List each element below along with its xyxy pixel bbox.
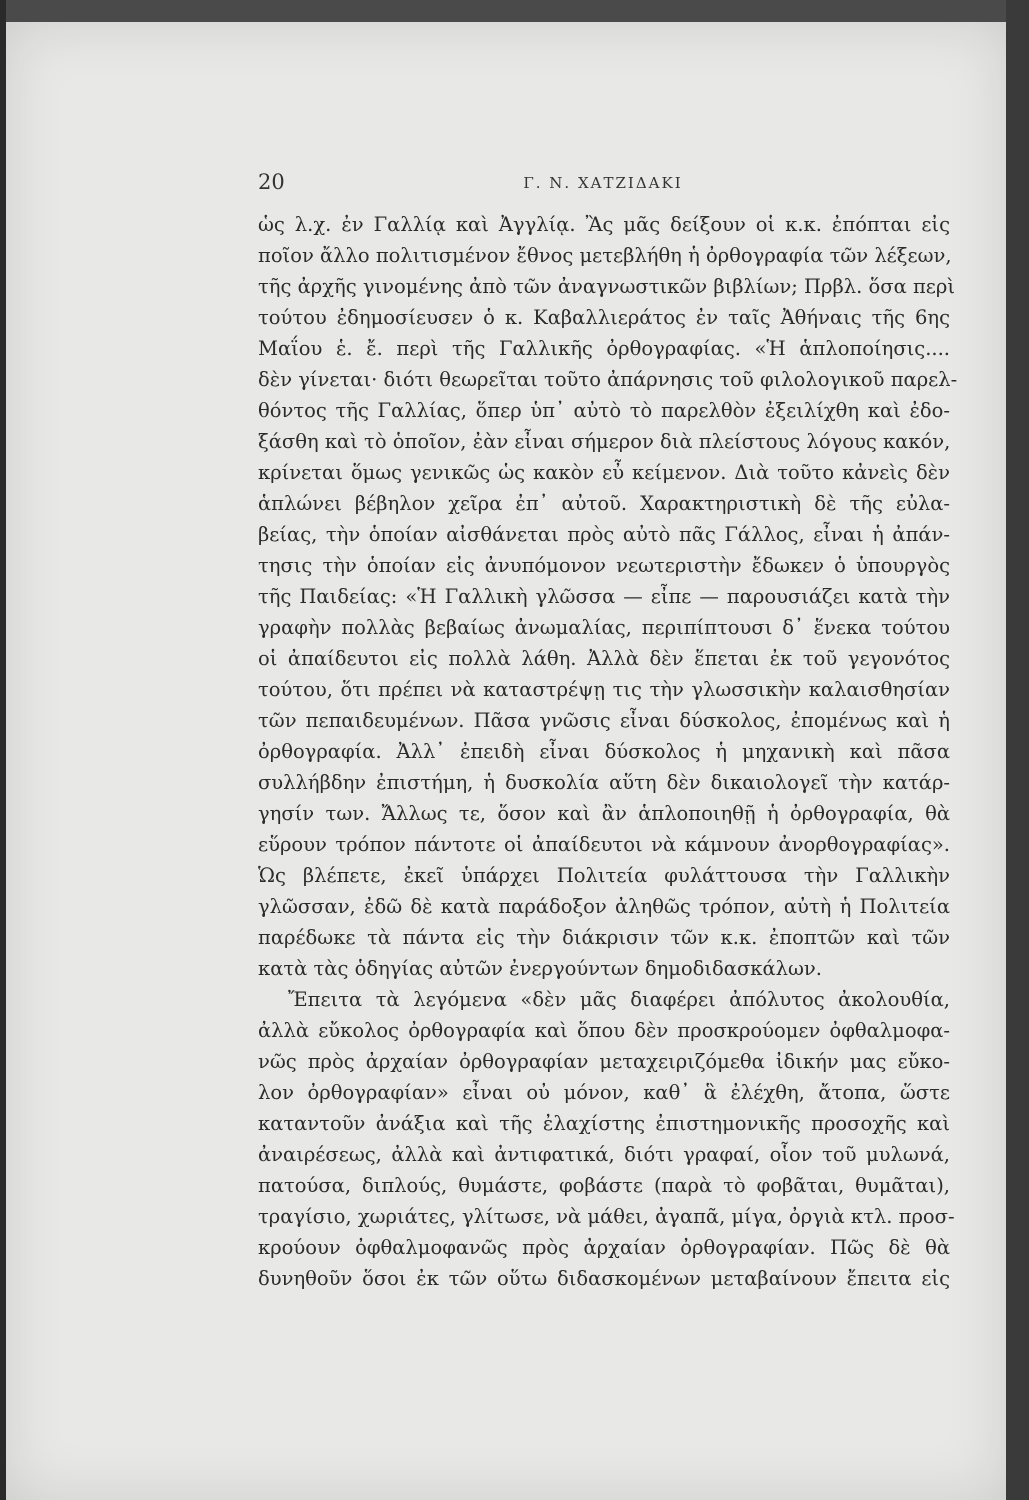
text-line: δυνηθοῦν ὅσοι ἐκ τῶν οὕτω διδασκομένων μεταβαίνουν ἔπειτα εἰς: [258, 1267, 950, 1290]
text-line: εὕρουν τρόπον πάντοτε οἱ ἀπαίδευτοι νὰ κάμνουν ἀνορθογραφίας».: [258, 833, 950, 856]
text-line: πατούσα, διπλούς, θυμάστε, φοβάστε (παρὰ τὸ φοβᾶται, θυμᾶται),: [258, 1174, 950, 1197]
text-line: κατὰ τὰς ὁδηγίας αὐτῶν ἐνεργούντων δημοδιδασκάλων.: [258, 957, 822, 980]
scan-right-edge: [1006, 0, 1029, 1500]
text-line: τραγίσιο, χωριάτες, γλίτωσε, νὰ μάθει, ἀγαπᾶ, μίγα, ὀργιὰ κτλ. προσ-: [258, 1205, 955, 1228]
running-head: Γ. Ν. ΧΑΤΖΙΔΑΚΙ: [523, 174, 683, 192]
text-line: κρίνεται ὅμως γενικῶς ὡς κακὸν εὖ κείμενον. Διὰ τοῦτο κἀνεὶς δὲν: [258, 461, 950, 484]
text-line: τούτου ἐδημοσίευσεν ὁ κ. Καβαλλιεράτος ἐν ταῖς Ἀθήναις τῆς 6ης: [258, 306, 950, 329]
text-line: τησις τὴν ὁποίαν εἰς ἀνυπόμονον νεωτεριστὴν ἔδωκεν ὁ ὑπουργὸς: [258, 554, 950, 577]
text-line: κρούουν ὀφθαλμοφανῶς πρὸς ἀρχαίαν ὀρθογραφίαν. Πῶς δὲ θὰ: [258, 1236, 950, 1259]
text-line: γραφὴν πολλὰς βεβαίως ἀνωμαλίας, περιπίπτουσι δ᾽ ἕνεκα τούτου: [258, 616, 950, 639]
text-line: οἱ ἀπαίδευτοι εἰς πολλὰ λάθη. Ἀλλὰ δὲν ἕπεται ἐκ τοῦ γεγονότος: [258, 647, 950, 670]
page-number: 20: [258, 170, 285, 194]
text-line: ποῖον ἄλλο πολιτισμένον ἔθνος μετεβλήθη ἡ ὀρθογραφία τῶν λέξεων,: [258, 244, 952, 267]
text-line: ὀρθογραφία. Ἀλλ᾽ ἐπειδὴ εἶναι δύσκολος ἡ μηχανικὴ καὶ πᾶσα: [258, 740, 950, 763]
text-line: ἀναιρέσεως, ἀλλὰ καὶ ἀντιφατικά, διότι γραφαί, οἷον τοῦ μυλωνά,: [258, 1143, 950, 1166]
text-line: λον ὀρθογραφίαν» εἶναι οὐ μόνον, καθ᾽ ἃ ἐλέχθη, ἄτοπα, ὥστε: [258, 1081, 950, 1104]
text-line: θόντος τῆς Γαλλίας, ὅπερ ὑπ᾽ αὐτὸ τὸ παρελθὸν ἐξειλίχθη καὶ ἐδο-: [258, 399, 950, 422]
text-line: Μαΐου ἑ. ἔ. περὶ τῆς Γαλλικῆς ὀρθογραφίας. «Ἡ ἁπλοποίησις....: [258, 337, 950, 360]
text-line: γλῶσσαν, ἐδῶ δὲ κατὰ παράδοξον ἀληθῶς τρόπον, αὐτὴ ἡ Πολιτεία: [258, 895, 950, 918]
text-line: βείας, τὴν ὁποίαν αἰσθάνεται πρὸς αὐτὸ πᾶς Γάλλος, εἶναι ἡ ἀπάν-: [258, 523, 950, 546]
text-line: τῶν πεπαιδευμένων. Πᾶσα γνῶσις εἶναι δύσκολος, ἐπομένως καὶ ἡ: [258, 709, 950, 732]
scan-top-edge: [0, 0, 1029, 22]
text-line: νῶς πρὸς ἀρχαίαν ὀρθογραφίαν μεταχειριζόμεθα ἰδικήν μας εὔκο-: [258, 1050, 950, 1073]
text-line: συλλήβδην ἐπιστήμη, ἡ δυσκολία αὕτη δὲν δικαιολογεῖ τὴν κατάρ-: [258, 771, 950, 794]
text-line: ὡς λ.χ. ἐν Γαλλίᾳ καὶ Ἀγγλίᾳ. Ἂς μᾶς δείξουν οἱ κ.κ. ἐπόπται εἰς: [258, 213, 950, 236]
text-line: τῆς Παιδείας: «Ἡ Γαλλικὴ γλῶσσα — εἶπε — παρουσιάζει κατὰ τὴν: [258, 585, 950, 608]
text-line: γησίν των. Ἄλλως τε, ὅσον καὶ ἂν ἁπλοποιηθῇ ἡ ὀρθογραφία, θὰ: [258, 802, 950, 825]
page-header: [258, 170, 948, 200]
text-line: καταντοῦν ἀνάξια καὶ τῆς ἐλαχίστης ἐπιστημονικῆς προσοχῆς καὶ: [258, 1112, 950, 1135]
text-line: ἀλλὰ εὔκολος ὀρθογραφία καὶ ὅπου δὲν προσκρούομεν ὀφθαλμοφα-: [258, 1019, 950, 1042]
text-line: δὲν γίνεται· διότι θεωρεῖται τοῦτο ἀπάρνησις τοῦ φιλολογικοῦ παρελ-: [258, 368, 958, 391]
text-line: ξάσθη καὶ τὸ ὁποῖον, ἐὰν εἶναι σήμερον διὰ πλείστους λόγους κακόν,: [258, 430, 951, 453]
text-line: Ἔπειτα τὰ λεγόμενα «δὲν μᾶς διαφέρει ἀπόλυτος ἀκολουθία,: [288, 988, 950, 1011]
text-line: ἁπλώνει βέβηλον χεῖρα ἐπ᾽ αὐτοῦ. Χαρακτηριστικὴ δὲ τῆς εὐλα-: [258, 492, 950, 515]
text-line: παρέδωκε τὰ πάντα εἰς τὴν διάκρισιν τῶν κ.κ. ἐποπτῶν καὶ τῶν: [258, 926, 950, 949]
text-line: τούτου, ὅτι πρέπει νὰ καταστρέψῃ τις τὴν γλωσσικὴν καλαισθησίαν: [258, 678, 950, 701]
body-text: [258, 209, 958, 1294]
text-line: Ὡς βλέπετε, ἐκεῖ ὑπάρχει Πολιτεία φυλάττουσα τὴν Γαλλικὴν: [258, 864, 950, 887]
text-line: τῆς ἀρχῆς γινομένης ἀπὸ τῶν ἀναγνωστικῶν βιβλίων; Πρβλ. ὅσα περὶ: [258, 275, 955, 298]
